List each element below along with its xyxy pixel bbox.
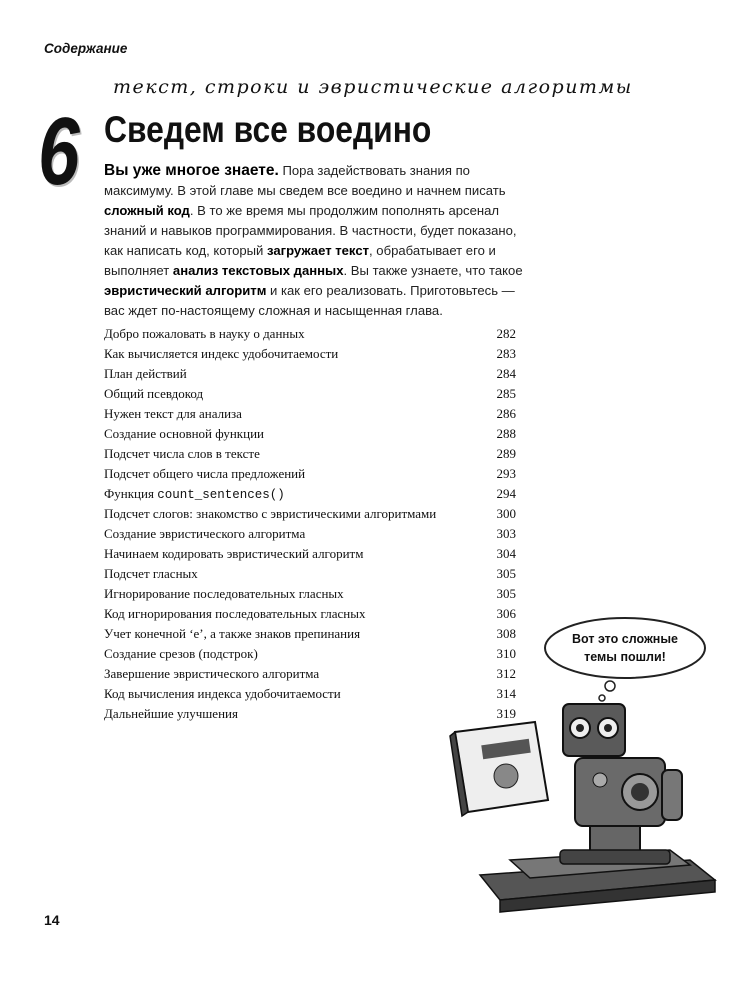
toc-entry[interactable] — [104, 524, 516, 544]
toc-entry-page: 319 — [496, 706, 516, 721]
toc-entry-title: Как вычисляется индекс удобочитаемости — [104, 346, 339, 361]
toc-entry-page: 282 — [496, 326, 516, 341]
toc-entry[interactable] — [104, 424, 516, 444]
toc-entry-page: 286 — [496, 406, 516, 421]
toc-entry[interactable] — [104, 364, 516, 384]
toc-entry[interactable] — [104, 344, 516, 364]
toc-entry-page: 310 — [496, 646, 516, 661]
robot-reading-book-icon — [440, 700, 725, 920]
toc-entry-page: 293 — [496, 466, 516, 481]
toc-entry[interactable] — [104, 404, 516, 424]
toc-entry-title: Создание основной функции — [104, 426, 264, 441]
toc-entry[interactable] — [104, 444, 516, 464]
bubble-line: Вот это сложные — [572, 632, 678, 646]
toc-entry-title: Нужен текст для анализа — [104, 406, 242, 421]
toc-entry[interactable] — [104, 564, 516, 584]
intro-lead: Вы уже многое знаете. — [104, 162, 279, 179]
toc-entry[interactable] — [104, 624, 516, 644]
toc-entry-title: Подсчет общего числа предложений — [104, 466, 306, 481]
chapter-kicker: текст, строки и эвристические алгоритмы — [113, 76, 633, 98]
toc-entry-title: Добро пожаловать в науку о данных — [104, 326, 305, 341]
chapter-title: Сведем все воедино — [104, 109, 432, 150]
toc-entry-title: Общий псевдокод — [104, 386, 204, 401]
toc-entry-title: Код вычисления индекса удобочитаемости — [104, 686, 341, 701]
intro-text: , обрабатывает его и выполняет — [104, 243, 496, 278]
toc-entry-code: count_sentences() — [157, 488, 285, 502]
robot-illustration — [440, 700, 725, 915]
toc-entry-page: 314 — [496, 686, 516, 701]
toc-entry[interactable] — [104, 504, 516, 524]
toc-entry-title: Подсчет числа слов в тексте — [104, 446, 260, 461]
intro-bold: анализ текстовых данных — [172, 263, 344, 278]
running-header: Содержание — [44, 41, 128, 56]
toc-entry-page: 305 — [496, 566, 516, 581]
toc-entry-title: Подсчет гласных — [104, 566, 198, 581]
toc-entry-page: 304 — [496, 546, 516, 561]
toc-entry-title: Функция — [104, 486, 158, 501]
toc-entry-title: Учет конечной ‘е’, а также знаков препинания — [104, 626, 361, 641]
toc-entry-title: Начинаем кодировать эвристический алгоритм — [104, 546, 364, 561]
toc-entry-page: 306 — [496, 606, 516, 621]
intro-bold: сложный код — [104, 203, 190, 218]
chapter-number: 6 — [38, 98, 80, 205]
toc-entry[interactable] — [104, 584, 516, 604]
toc-entry-page: 288 — [496, 426, 516, 441]
toc-entry-page: 294 — [496, 486, 516, 501]
toc-entry-page: 305 — [496, 586, 516, 601]
toc-entry[interactable] — [104, 664, 516, 684]
thought-bubble — [540, 616, 710, 706]
toc-entry[interactable] — [104, 324, 516, 344]
intro-bold: эвристический алгоритм — [104, 283, 267, 298]
toc-entry-page: 284 — [496, 366, 516, 381]
toc-entry-title: Создание срезов (подстрок) — [104, 646, 258, 661]
toc-entry-page: 312 — [496, 666, 516, 681]
page-number: 14 — [44, 912, 60, 928]
intro-text: . Вы также узнаете, что такое — [343, 263, 523, 278]
toc-entry-page: 289 — [496, 446, 516, 461]
toc-entry[interactable] — [104, 384, 516, 404]
toc-entry-title: Код игнорирования последовательных гласных — [104, 606, 366, 621]
toc-entry-page: 283 — [496, 346, 516, 361]
toc-entry[interactable] — [104, 484, 516, 504]
toc-entry-title: Дальнейшие улучшения — [104, 706, 238, 721]
toc-entry-title: Завершение эвристического алгоритма — [104, 666, 320, 681]
toc-entry[interactable] — [104, 544, 516, 564]
toc-entry-title: Подсчет слогов: знакомство с эвристическими алгоритмами — [104, 506, 437, 521]
toc-entry-title-wrap — [104, 484, 285, 505]
toc-entry-title: План действий — [104, 366, 187, 381]
intro-text: Пора задействовать знания по максимуму. В этой главе мы сведем все воедино и начнем писать — [104, 163, 506, 198]
intro-text: и как его реализовать. Приготовьтесь — вас ждет по-настоящему сложная и насыщенная глава. — [104, 283, 515, 318]
toc-entry-page: 308 — [496, 626, 516, 641]
bubble-line: темы пошли! — [584, 650, 666, 664]
toc-entry-title: Игнорирование последовательных гласных — [104, 586, 344, 601]
toc-entry-page: 300 — [496, 506, 516, 521]
toc-entry[interactable] — [104, 644, 516, 664]
toc-entry-title: Создание эвристического алгоритма — [104, 526, 306, 541]
toc-entry-page: 285 — [496, 386, 516, 401]
toc-entry[interactable] — [104, 464, 516, 484]
chapter-intro — [104, 161, 524, 321]
toc-entry-page: 303 — [496, 526, 516, 541]
thought-bubble-text — [552, 630, 698, 666]
intro-bold: загружает текст — [267, 243, 370, 258]
table-of-contents — [104, 324, 516, 724]
toc-entry[interactable] — [104, 604, 516, 624]
intro-text: . В то же время мы продолжим пополнять арсенал знаний и навыков программирования. В частности, будет показано, как написать код, который — [104, 203, 517, 258]
